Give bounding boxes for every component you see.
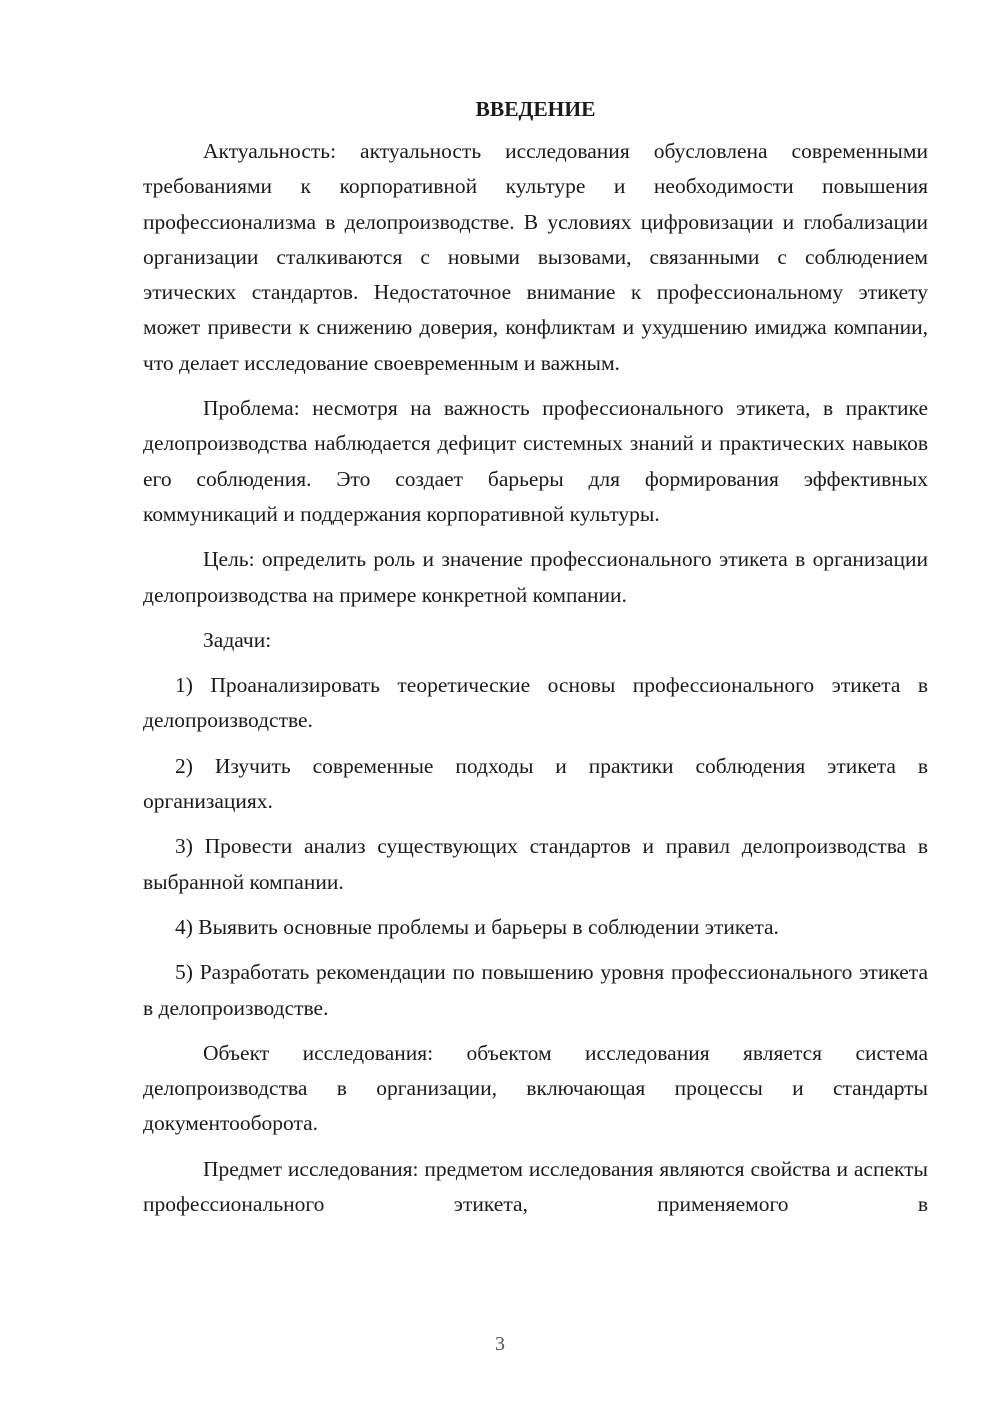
goal-paragraph: Цель: определить роль и значение профессионального этикета в организации делопроизводства на примере конкретной компании. [143, 547, 928, 607]
subject-paragraph: Предмет исследования: предметом исследования являются свойства и аспекты профессионального этикета, применяемого в [143, 1156, 928, 1217]
object-paragraph: Объект исследования: объектом исследования является система делопроизводства в организации, включающая процессы и стандарты документооборота. [143, 1040, 928, 1136]
problem-paragraph: Проблема: несмотря на важность профессионального этикета, в практике делопроизводства наблюдается дефицит системных знаний и практических навыков его соблюдения. Это создает барьеры для формирования эффективных коммуникаций и поддержания корпоративной культуры. [143, 396, 928, 526]
relevance-paragraph: Актуальность: актуальность исследования обусловлена современными требованиями к корпоративной культуре и необходимости повышения профессионализма в делопроизводстве. В условиях цифровизации и глобализации организации сталкиваются с новыми вызовами, связанными с соблюдением этических стандартов. Недостаточное внимание к профессиональному этикету может привести к снижению доверия, конфликтам и ухудшению имиджа компании, что делает исследование своевременным и важным. [143, 139, 928, 375]
page-content [143, 92, 928, 1222]
task-item-5: 5) Разработать рекомендации по повышению уровня профессионального этикета в делопроизводстве. [143, 960, 928, 1020]
task-item-1: 1) Проанализировать теоретические основы профессионального этикета в делопроизводстве. [143, 673, 928, 733]
task-item-2: 2) Изучить современные подходы и практики соблюдения этикета в организациях. [143, 753, 928, 814]
page-number: 3 [495, 1333, 505, 1355]
section-heading: ВВЕДЕНИЕ [475, 97, 596, 121]
task-item-4: 4) Выявить основные проблемы и барьеры в соблюдении этикета. [175, 914, 779, 939]
task-item-3: 3) Провести анализ существующих стандартов и правил делопроизводства в выбранной компании. [143, 834, 928, 894]
tasks-label: Задачи: [203, 627, 272, 652]
